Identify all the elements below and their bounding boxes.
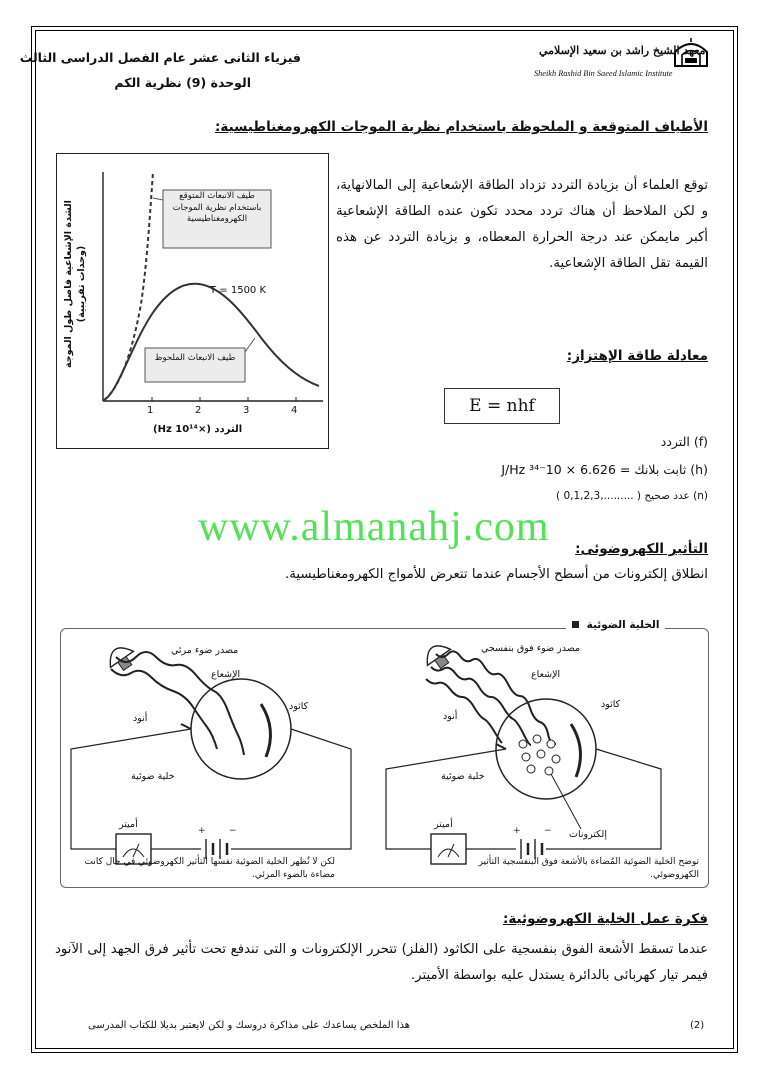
- left-radiation-label: الإشعاع: [211, 669, 241, 680]
- logo-english-text: Sheikh Rashid Bin Saeed Islamic Institute: [534, 69, 673, 78]
- right-cell-label: خلية ضوئية: [441, 771, 485, 782]
- observed-pointer: [245, 338, 255, 352]
- right-radiation-label: الإشعاع: [531, 669, 561, 680]
- logo-arabic-text: معهد الشيخ راشد بن سعيد الإسلامي: [539, 44, 706, 57]
- energy-equation-box: [444, 388, 560, 424]
- y-axis-label-line2: (وحدات تقريبية): [76, 245, 87, 323]
- left-cell-label: خلية ضوئية: [131, 771, 175, 782]
- x-tick-label-1: 1: [147, 405, 154, 416]
- photocell-tab-label: الخلية الضوئية: [586, 619, 660, 631]
- x-tick-label-4: 4: [291, 405, 298, 416]
- photoelectric-definition: انطلاق إلكترونات من أسطح الأجسام عندما تتعرض للأمواج الكهرومغناطيسية.: [284, 567, 708, 582]
- variable-f: (f) التردد: [660, 434, 708, 449]
- photocell-figure: [60, 628, 709, 888]
- observed-spectrum-curve: [104, 284, 319, 400]
- section-heading-photocell-idea: فكرة عمل الخلية الكهروضوئية:: [502, 911, 708, 927]
- right-caption: توضح الخلية الضوئية المُضاءة بالأشعة فوق البنفسجية التأثير الكهروضوئي.: [478, 857, 699, 880]
- institute-logo: [533, 38, 713, 84]
- electrons: [519, 735, 560, 775]
- variable-n: (n) عدد صحيح ( .........,0,1,2,3 ): [556, 490, 708, 502]
- right-cathode: [571, 724, 580, 777]
- section-heading-vibration: معادلة طاقة الإهتزاز:: [566, 348, 708, 364]
- photocell-paragraph: عندما تسقط الأشعة الفوق بنفسجية على الكاثود (الفلز) تتحرر الإلكترونات و التى تندفع تحت تأثير فرق الجهد إلى الآنود فيمر تيار كهربائى بالدائرة يستدل عليه بواسطة الأميتر.: [55, 942, 708, 983]
- svg-text:+: +: [198, 826, 206, 836]
- svg-text:−: −: [544, 826, 552, 836]
- variable-h: (h) ثابت بلانك = 6.626 × 10⁻³⁴ J/Hz: [501, 462, 708, 477]
- left-anode-label: أنود: [133, 713, 148, 724]
- left-cathode: [261, 704, 270, 757]
- right-anode: [496, 744, 506, 749]
- left-caption: لكن لا تُظهر الخلية الضوئية نفسها التأثير الكهروضوئي في حال كانت مضاءة بالضوء المرئي.: [84, 857, 335, 880]
- right-anode-label: أنود: [443, 711, 458, 722]
- svg-text:+: +: [513, 826, 521, 836]
- blackbody-graph: [56, 153, 329, 449]
- tab-square-icon: [572, 621, 579, 628]
- expected-spectrum-label: طيف الانبعاث المتوقع باستخدام نظرية الموجات الكهرومغناطيسية: [172, 191, 262, 224]
- y-axis-label: [62, 181, 88, 387]
- observed-spectrum-label: طيف الانبعاث الملحوظ: [154, 353, 236, 363]
- left-ammeter-label: أميتر: [119, 819, 138, 830]
- energy-equation: E = nhf: [469, 396, 535, 416]
- electrons-pointer: [551, 774, 581, 829]
- left-photocell-bulb: [191, 679, 291, 779]
- header-title: فيزياء الثانى عشر عام الفصل الدراسى الثالث: [19, 50, 301, 65]
- x-tick-label-2: 2: [195, 405, 202, 416]
- x-axis-label: التردد (×10¹⁴ Hz): [153, 424, 243, 435]
- section-heading-photoelectric: التأثير الكهروضوئى:: [575, 541, 708, 557]
- spectra-paragraph: توقع العلماء أن بزيادة التردد تزداد الطاقة الإشعاعية إلى المالانهاية، و لكن الملاحظ أن هناك تردد محدد تكون عنده الطاقة الإشعاعية أكبر مايمكن عند درجة الحرارة المعطاه، و بزيادة التردد عن هذه القيمة تقل الطاقة الإشعاعية.: [336, 178, 708, 271]
- section-heading-spectra: الأطياف المتوقعة و الملحوظة باستخدام نظرية الموجات الكهرومغناطيسية:: [215, 119, 708, 135]
- left-cathode-label: كاثود: [289, 701, 309, 712]
- right-ammeter-label: أميتر: [434, 819, 453, 830]
- footer-note: هذا الملخص يساعدك على مذاكرة دروسك و لكن لايعتبر بديلا للكتاب المدرسى: [88, 1020, 410, 1031]
- expected-pointer: [153, 198, 163, 200]
- x-tick-label-3: 3: [243, 405, 250, 416]
- watermark: www.almanahj.com: [198, 504, 550, 550]
- right-source-label: مصدر ضوء فوق بنفسجي: [481, 643, 581, 654]
- y-axis-label-line1: الشدة الإشعاعية فاصل طول الموجة: [63, 200, 74, 368]
- right-panel-diagram: [386, 639, 661, 864]
- left-source-label: مصدر ضوء مرئي: [171, 645, 239, 656]
- right-cathode-label: كاثود: [601, 699, 621, 710]
- page-number: (2): [690, 1020, 705, 1031]
- right-electrons-label: إلكترونات: [569, 829, 607, 840]
- header-unit: الوحدة (9) نظرية الكم: [114, 75, 251, 90]
- left-anode: [181, 724, 191, 729]
- temperature-label: T = 1500 K: [210, 285, 267, 296]
- left-circuit-wire: [71, 729, 191, 849]
- left-visible-rays: [116, 652, 244, 755]
- svg-text:−: −: [229, 826, 237, 836]
- photocell-tab-title: [566, 619, 665, 631]
